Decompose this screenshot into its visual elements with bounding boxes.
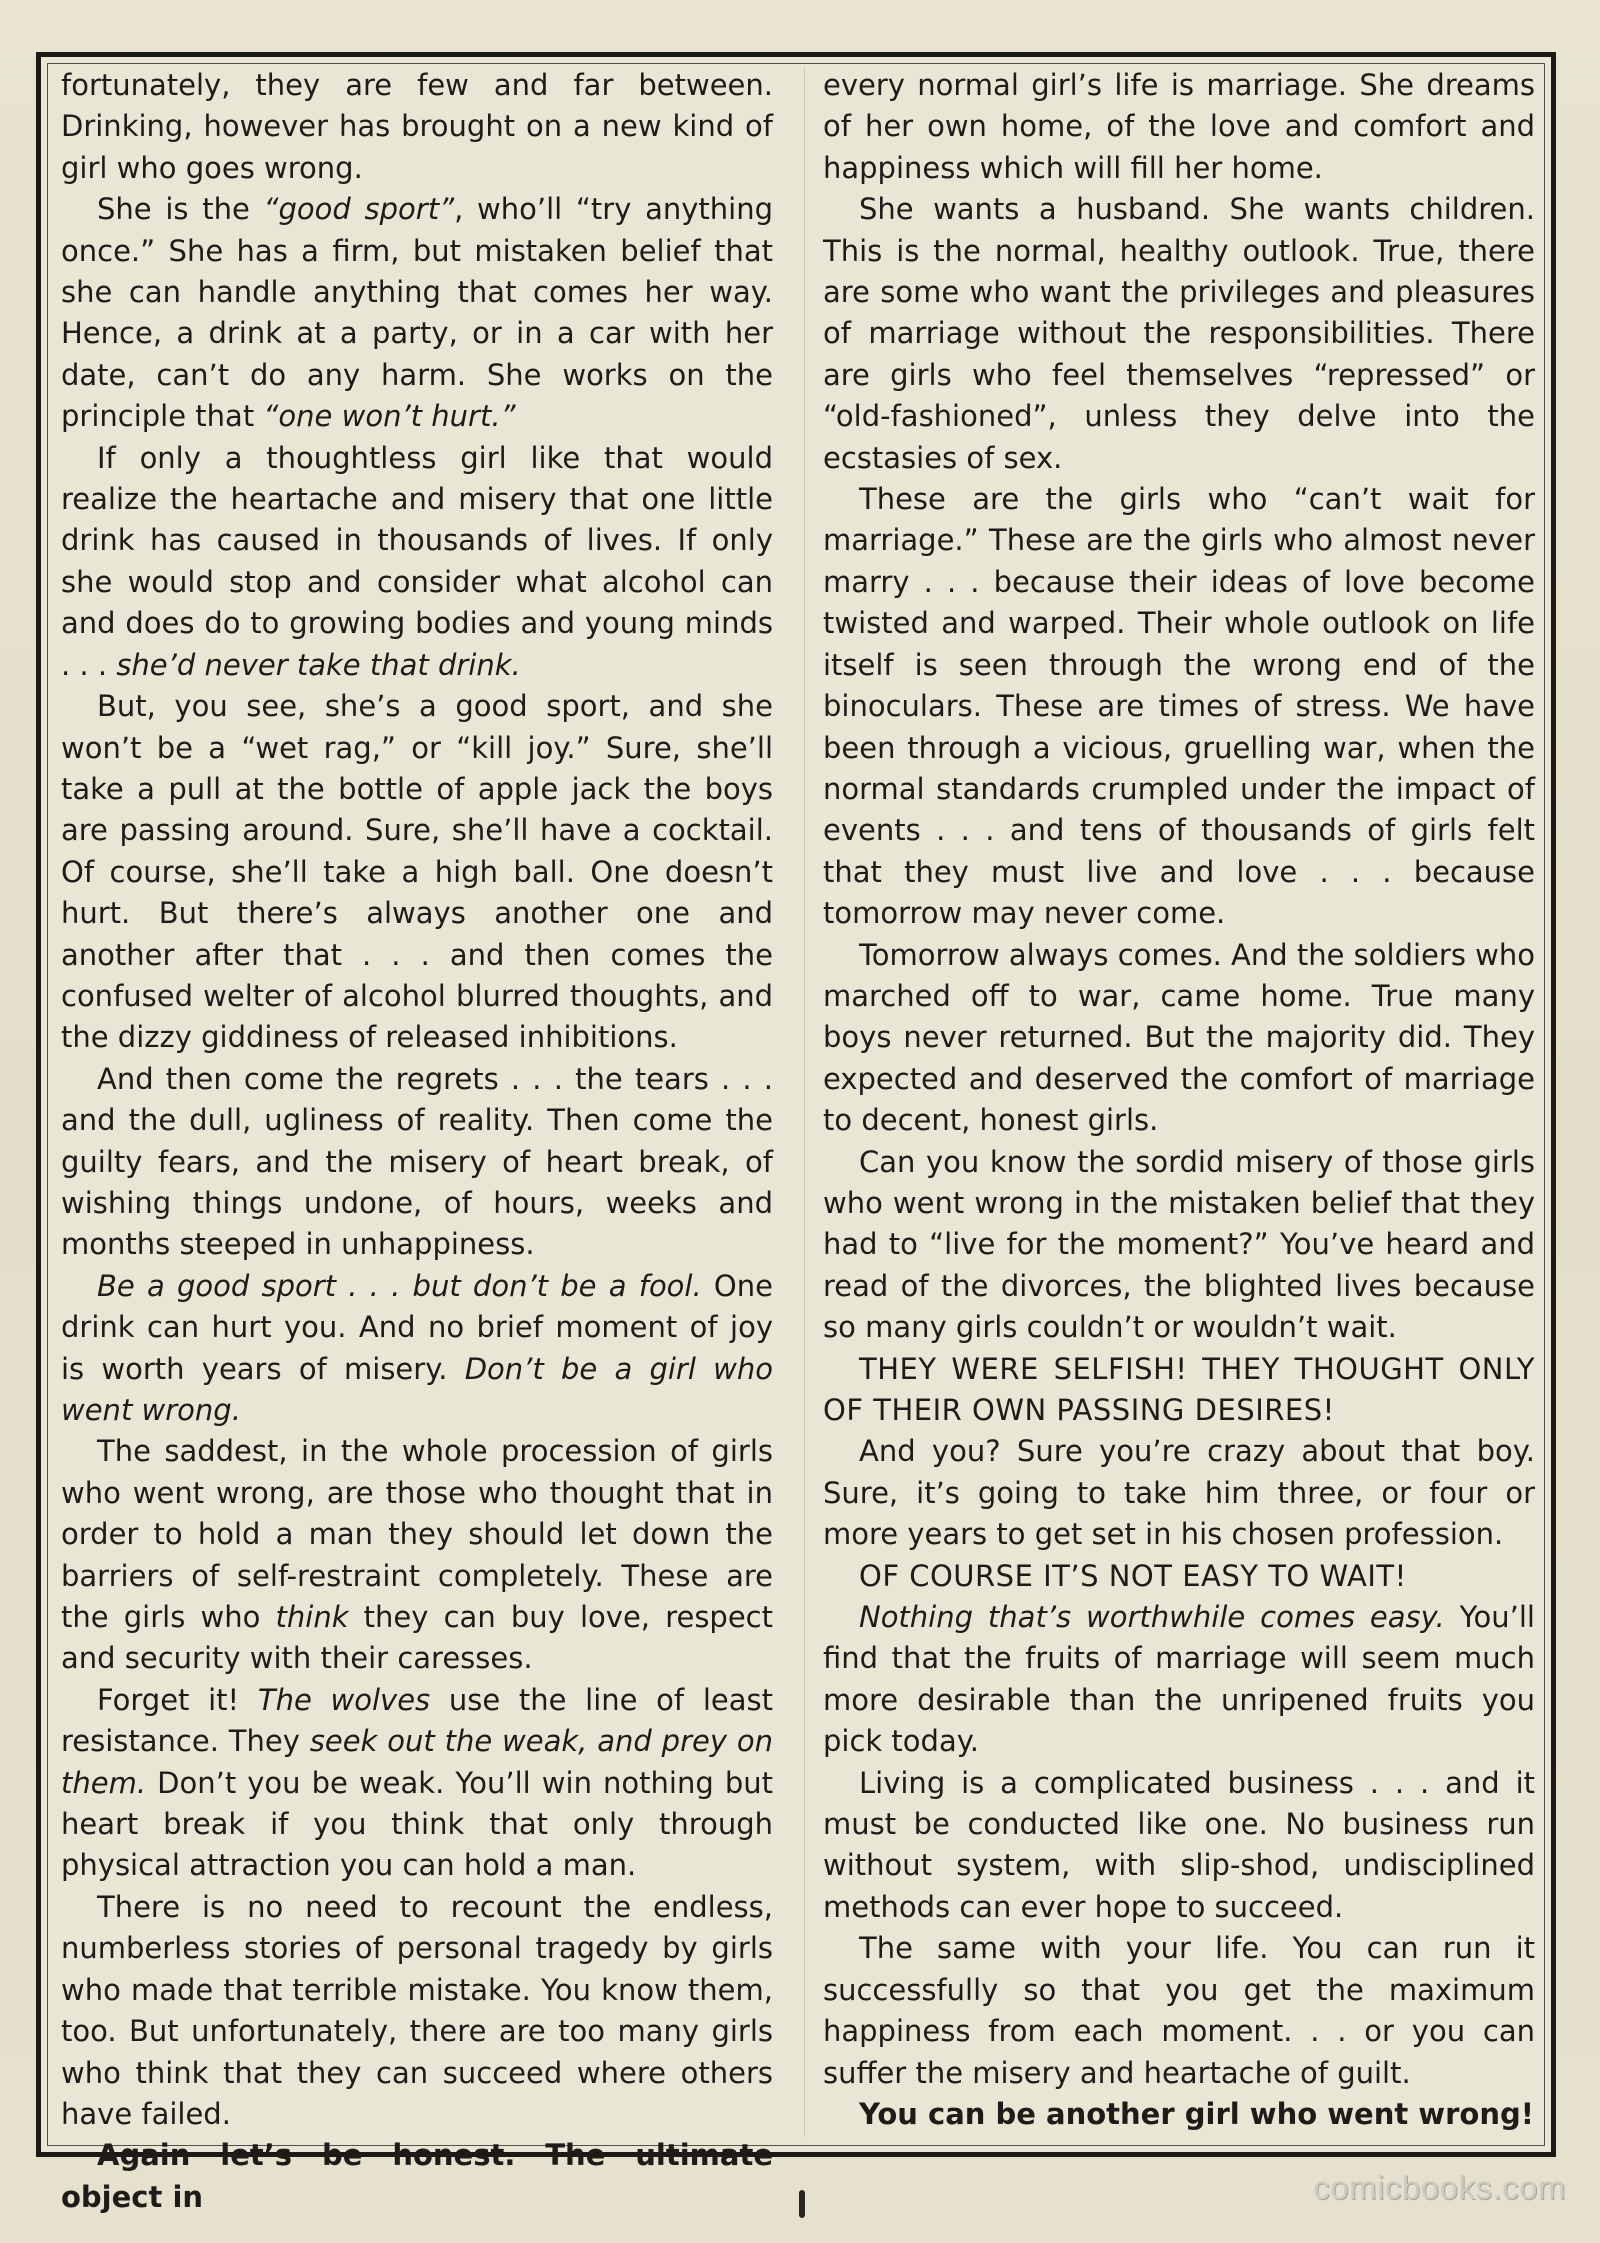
paragraph-continued: Again let’s be honest. The ultimate object in [61,2138,773,2214]
paragraph: The saddest, in the whole procession of girls who went wrong, are those who thought that in order to hold a man they should let down the barriers of self-restraint completely. These are the girls who think they can buy love, respect and security with their caresses. [61,1434,773,1676]
paragraph: She is the “good sport”, who’ll “try anything once.” She has a firm, but mistaken belief that she can handle anything that comes her way. Hence, a drink at a party, or in a car with her date, can’t do any harm. She works on the principle that “one won’t hurt.” [61,192,773,434]
paragraph: But, you see, she’s a good sport, and she won’t be a “wet rag,” or “kill joy.” Sure, she’ll take a pull at the bottle of apple jack the boys are passing around. Sure, she’ll have a cocktail. Of course, she’ll take a high ball. One doesn’t hurt. But there’s always another one and another after that . . . and then comes the confused welter of alcohol blurred thoughts, and the dizzy giddiness of released inhibitions. [61,689,773,1055]
paragraph: She wants a husband. She wants children. This is the normal, healthy outlook. True, there are some who want the privileges and pleasures of marriage without the responsibilities. There are girls who feel themselves “repressed” or “old-fashioned”, unless they delve into the ecstasies of sex. [823,192,1535,475]
right-column [823,65,1535,2135]
left-column [61,65,773,2218]
paragraph: fortunately, they are few and far between. Drinking, however has brought on a new kind of girl who goes wrong. [61,68,773,185]
paragraph: These are the girls who “can’t wait for marriage.” These are the girls who almost never marry . . . because their ideas of love become twisted and warped. Their whole outlook on life itself is seen through the wrong end of the binoculars. These are times of stress. We have been through a vicious, gruelling war, when the normal standards crumpled under the impact of events . . . and tens of thousands of girls felt that they must live and love . . . because tomorrow may never come. [823,482,1535,931]
paragraph: Living is a complicated business . . . and it must be conducted like one. No business run without system, with slip-shod, undisciplined methods can ever hope to succeed. [823,1765,1535,1924]
emphasis-line: OF COURSE IT’S NOT EASY TO WAIT! [859,1558,1407,1593]
paragraph: every normal girl’s life is marriage. She dreams of her own home, of the love and comfort and happiness which will fill her home. [823,68,1535,185]
emphasis-line: THEY WERE SELFISH! THEY THOUGHT ONLY OF THEIR OWN PASSING DESIRES! [823,1351,1535,1427]
paragraph: Forget it! The wolves use the line of least resistance. They seek out the weak, and prey on them. Don’t you be weak. You’ll win nothing but heart break if you think that only through physical attraction you can hold a man. [61,1682,773,1883]
paragraph: Tomorrow always comes. And the soldiers who marched off to war, came home. True many boys never returned. But the majority did. They expected and deserved the comfort of marriage to decent, honest girls. [823,937,1535,1138]
column-divider [804,67,805,2137]
paragraph: Nothing that’s worthwhile comes easy. You’ll find that the fruits of marriage will seem much more desirable than the unripened fruits you pick today. [823,1600,1535,1759]
paragraph: And then come the regrets . . . the tears . . . and the dull, ugliness of reality. Then come the guilty fears, and the misery of heart break, of wishing things undone, of hours, weeks and months steeped in unhappiness. [61,1061,773,1262]
paragraph: If only a thoughtless girl like that would realize the heartache and misery that one little drink has caused in thousands of lives. If only she would stop and consider what alcohol can and does do to growing bodies and young minds . . . she’d never take that drink. [61,440,773,682]
paragraph: Can you know the sordid misery of those girls who went wrong in the mistaken belief that they had to “live for the moment?” You’ve heard and read of the divorces, the blighted lives because so many girls couldn’t or wouldn’t wait. [823,1144,1535,1345]
paragraph: The same with your life. You can run it successfully so that you get the maximum happiness from each moment. . . or you can suffer the misery and heartache of guilt. [823,1931,1535,2090]
watermark: comicbooks.com [1313,2169,1566,2206]
paragraph: Be a good sport . . . but don’t be a fool. One drink can hurt you. And no brief moment of joy is worth years of misery. Don’t be a girl who went wrong. [61,1268,773,1427]
paragraph: And you? Sure you’re crazy about that boy. Sure, it’s going to take him three, or four or more years to get set in his chosen profession. [823,1434,1535,1552]
closing-line: You can be another girl who went wrong! [859,2096,1534,2131]
paragraph: There is no need to recount the endless, numberless stories of personal tragedy by girls who made that terrible mistake. You know them, too. But unfortunately, there are too many girls who think that they can succeed where others have failed. [61,1889,773,2131]
print-mark [799,2190,805,2218]
